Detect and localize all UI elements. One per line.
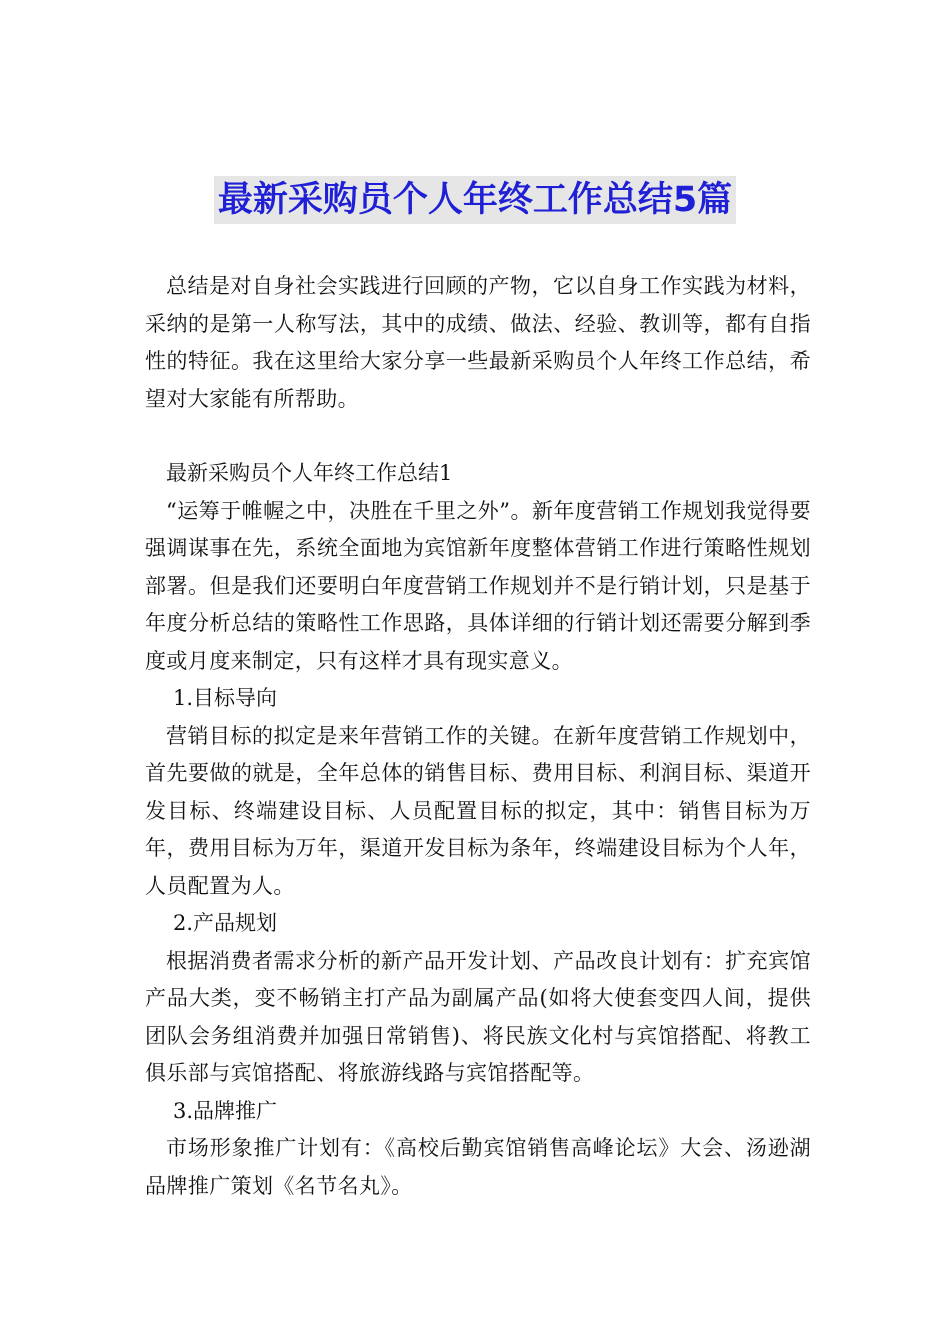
item-heading-brand: 3.品牌推广 bbox=[173, 1098, 278, 1123]
item-heading-product: 2.产品规划 bbox=[173, 911, 278, 935]
item-paragraph-product: 根据消费者需求分析的新产品开发计划、产品改良计划有：扩充宾馆产品大类，变不畅销主打产品为副属产品(如将大使套变四人间，提供团队会务组消费并加强日常销售)、将民族文化村与宾馆搭配、将教工俱乐部与宾馆搭配、将旅游线路与宾馆搭配等。 bbox=[145, 948, 811, 1085]
section-heading: 最新采购员个人年终工作总结1 bbox=[166, 461, 453, 485]
item-paragraph-brand: 市场形象推广计划有：《高校后勤宾馆销售高峰论坛》大会、汤逊湖品牌推广策划《名节名丸》。 bbox=[145, 1136, 811, 1198]
document-body bbox=[145, 268, 811, 1205]
paragraph-spacer bbox=[145, 418, 811, 455]
section-lead-paragraph: “运筹于帷幄之中，决胜在千里之外”。新年度营销工作规划我觉得要强调谋事在先，系统全面地为宾馆新年度整体营销工作进行策略性规划部署。但是我们还要明白年度营销工作规划并不是行销计划，只是基于年度分析总结的策略性工作思路，具体详细的行销计划还需要分解到季度或月度来制定，只有这样才具有现实意义。 bbox=[145, 498, 811, 673]
intro-paragraph: 总结是对自身社会实践进行回顾的产物，它以自身工作实践为材料，采纳的是第一人称写法，其中的成绩、做法、经验、教训等，都有自指性的特征。我在这里给大家分享一些最新采购员个人年终工作总结，希望对大家能有所帮助。 bbox=[145, 274, 811, 411]
item-paragraph-goal: 营销目标的拟定是来年营销工作的关键。在新年度营销工作规划中，首先要做的就是，全年总体的销售目标、费用目标、利润目标、渠道开发目标、终端建设目标、人员配置目标的拟定，其中：销售目标为万年，费用目标为万年，渠道开发目标为条年，终端建设目标为个人年，人员配置为人。 bbox=[145, 723, 811, 898]
item-heading-goal: 1.目标导向 bbox=[173, 686, 278, 710]
document-title: 最新采购员个人年终工作总结5篇 bbox=[214, 176, 736, 224]
title-wrap bbox=[0, 176, 950, 224]
